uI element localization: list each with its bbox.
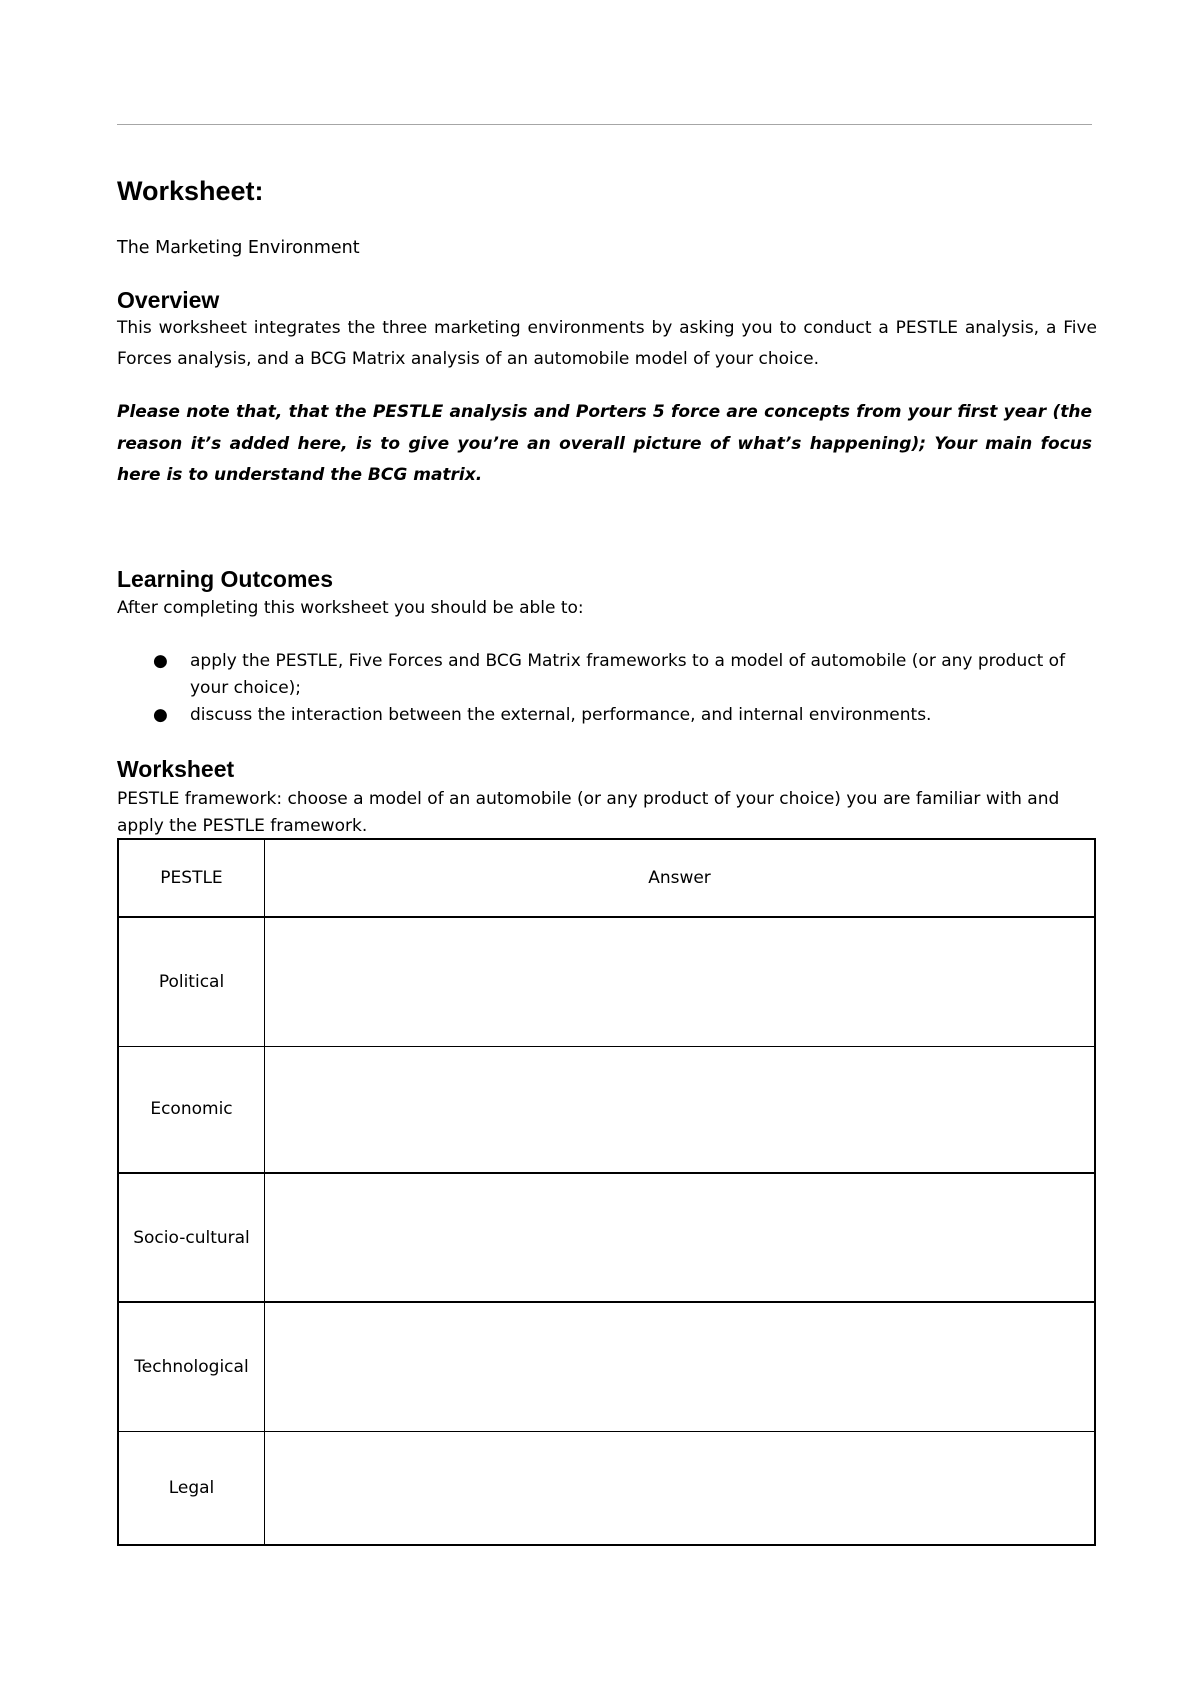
table-row (118, 917, 1095, 1046)
learning-outcomes-heading: Learning Outcomes (117, 566, 333, 592)
bullet-icon: ● (153, 651, 168, 671)
list-item-text: discuss the interaction between the external, performance, and internal environments. (190, 705, 932, 725)
row-label-technological: Technological (118, 1302, 265, 1431)
answer-cell-socio-cultural[interactable] (265, 1173, 1096, 1302)
table-header-pestle: PESTLE (118, 839, 265, 917)
overview-heading: Overview (117, 287, 220, 313)
table-row (118, 1173, 1095, 1302)
document-title: Worksheet: (117, 176, 264, 206)
table-header-answer: Answer (265, 839, 1096, 917)
header-rule (117, 124, 1092, 125)
row-label-political: Political (118, 917, 265, 1046)
list-item (117, 648, 1077, 702)
overview-text: This worksheet integrates the three marketing environments by asking you to conduct a PESTLE analysis, a Five Forces analysis, and a BCG Matrix analysis of an automobile model of your choice. (117, 318, 1097, 369)
table-header-row (118, 839, 1095, 917)
answer-cell-legal[interactable] (265, 1431, 1096, 1545)
answer-cell-economic[interactable] (265, 1046, 1096, 1173)
bullet-icon: ● (153, 705, 168, 725)
row-label-economic: Economic (118, 1046, 265, 1173)
learning-outcomes-list (117, 648, 1077, 729)
table-row (118, 1302, 1095, 1431)
list-item-text: apply the PESTLE, Five Forces and BCG Matrix frameworks to a model of automobile (or any product of your choice); (190, 651, 1066, 698)
row-label-legal: Legal (118, 1431, 265, 1545)
learning-outcomes-intro: After completing this worksheet you should be able to: (117, 598, 584, 618)
worksheet-heading: Worksheet (117, 756, 235, 782)
answer-cell-technological[interactable] (265, 1302, 1096, 1431)
table-row (118, 1046, 1095, 1173)
document-subtitle: The Marketing Environment (117, 238, 360, 258)
worksheet-instructions: PESTLE framework: choose a model of an automobile (or any product of your choice) you are familiar with and apply the PESTLE framework. (117, 789, 1060, 836)
table-row (118, 1431, 1095, 1545)
answer-cell-political[interactable] (265, 917, 1096, 1046)
list-item (117, 702, 1077, 729)
pestle-table (117, 838, 1096, 1546)
overview-note: Please note that, that the PESTLE analysis and Porters 5 force are concepts from your first year (the reason it’s added here, is to give you’re an overall picture of what’s happening); Your main focus here is to understand the BCG matrix. (117, 402, 1092, 485)
row-label-socio-cultural: Socio-cultural (118, 1173, 265, 1302)
